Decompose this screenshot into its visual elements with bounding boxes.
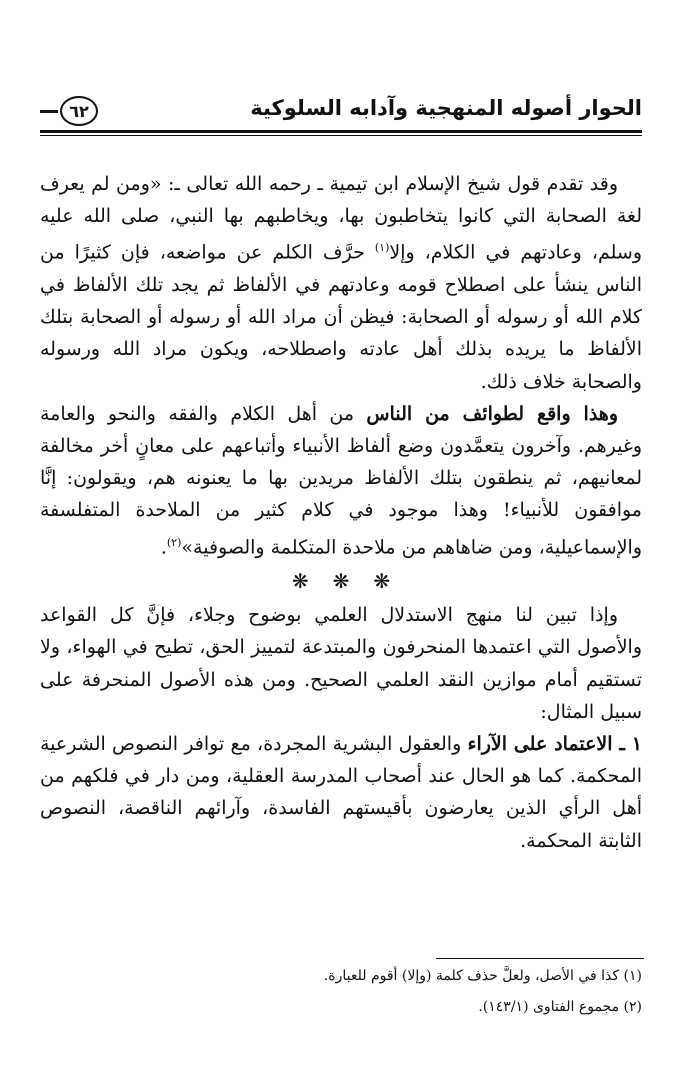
asterism-icon: ❋ bbox=[291, 569, 309, 594]
page-number: ٦٢ bbox=[69, 101, 89, 121]
text-segment: وقد تقدم قول شيخ الإسلام ابن تيمية ـ رحمه الله تعالى ـ: «ومن لم يعرف لغة الصحابة التي كانوا يتخاطبون بها، ويخاطبهم بها النبي، صلى الله عليه وسلم، وعادتهم في الكلام، وإلا bbox=[40, 173, 642, 264]
asterism-icon: ❋ bbox=[332, 569, 350, 594]
page-number-badge bbox=[60, 96, 98, 126]
header-rule-thin bbox=[40, 135, 642, 136]
text-segment: والعقول البشرية المجردة، مع توافر النصوص الشرعية المحكمة. كما هو الحال عند أصحاب المدرسة العقلية، ومن دار في فلكهم من أهل الرأي الذين يعارضون بأقيستهم الفاسدة، وآرائهم الناقصة، النصوص الثابتة المحكمة. bbox=[40, 732, 642, 852]
running-header bbox=[40, 92, 642, 134]
section-separator bbox=[40, 565, 642, 597]
footnote-rule bbox=[436, 958, 644, 959]
header-dash bbox=[40, 110, 58, 113]
text-segment: . bbox=[160, 535, 167, 558]
paragraph-quote bbox=[40, 168, 642, 398]
paragraph-point-1 bbox=[40, 728, 642, 857]
asterism-icon: ❋ bbox=[373, 569, 391, 594]
bold-lead-in: وهذا واقع لطوائف من الناس bbox=[366, 402, 619, 425]
header-rule bbox=[40, 130, 642, 133]
text-segment: من أهل الكلام والفقه والنحو والعامة وغيرهم. وآخرون يتعمَّدون وضع ألفاظ الأنبياء وأتباعهم على معانٍ أخر مخالفة لمعانيهم، ثم ينطقون بتلك الألفاظ مريدين بها ما يعنونه هم، ويقولون: إنَّا موافقون للأنبياء! وهذا موجود في كلام كثير من الملاحدة المتفلسفة والإسماعيلية، ومن ضاهاهم من ملاحدة المتكلمة والصوفية» bbox=[40, 402, 642, 558]
footnote-1: (١) كذا في الأصل، ولعلَّ حذف كلمة (وإلا) أقوم للعبارة. bbox=[323, 968, 642, 984]
footnote-reference: (٢) bbox=[166, 535, 182, 549]
body-text bbox=[40, 168, 642, 857]
text-segment: وإذا تبين لنا منهج الاستدلال العلمي بوضوح وجلاء، فإنَّ كل القواعد والأصول التي اعتمدها المنحرفون والمبتدعة لتمييز الحق، تطيح في الهواء، ولا تستقيم أمام موازين النقد العلمي الصحيح. ومن هذه الأصول المنحرفة على سبيل المثال: bbox=[40, 604, 642, 723]
paragraph-quote-continued bbox=[40, 398, 642, 563]
running-header-title: الحوار أصوله المنهجية وآدابه السلوكية bbox=[250, 96, 642, 120]
footnote-2: (٢) مجموع الفتاوى (١٤٣/١). bbox=[478, 999, 642, 1015]
text-segment: حرَّف الكلم عن مواضعه، فإن كثيرًا من الناس ينشأ على اصطلاح قومه وعادتهم في الألفاظ ثم يجد تلك الألفاظ في كلام الله أو رسوله أو الصحابة: فيظن أن مراد الله أو رسوله أو الصحابة بتلك الألفاظ ما يريده بذلك أهل عادته واصطلاحه، ويكون مراد الله ورسوله والصحابة خلاف ذلك. bbox=[40, 241, 642, 393]
footnote-reference: (١) bbox=[374, 241, 390, 255]
paragraph-method bbox=[40, 599, 642, 728]
bold-lead-in: ١ ـ الاعتماد على الآراء bbox=[467, 732, 642, 755]
footnotes bbox=[40, 964, 642, 1026]
